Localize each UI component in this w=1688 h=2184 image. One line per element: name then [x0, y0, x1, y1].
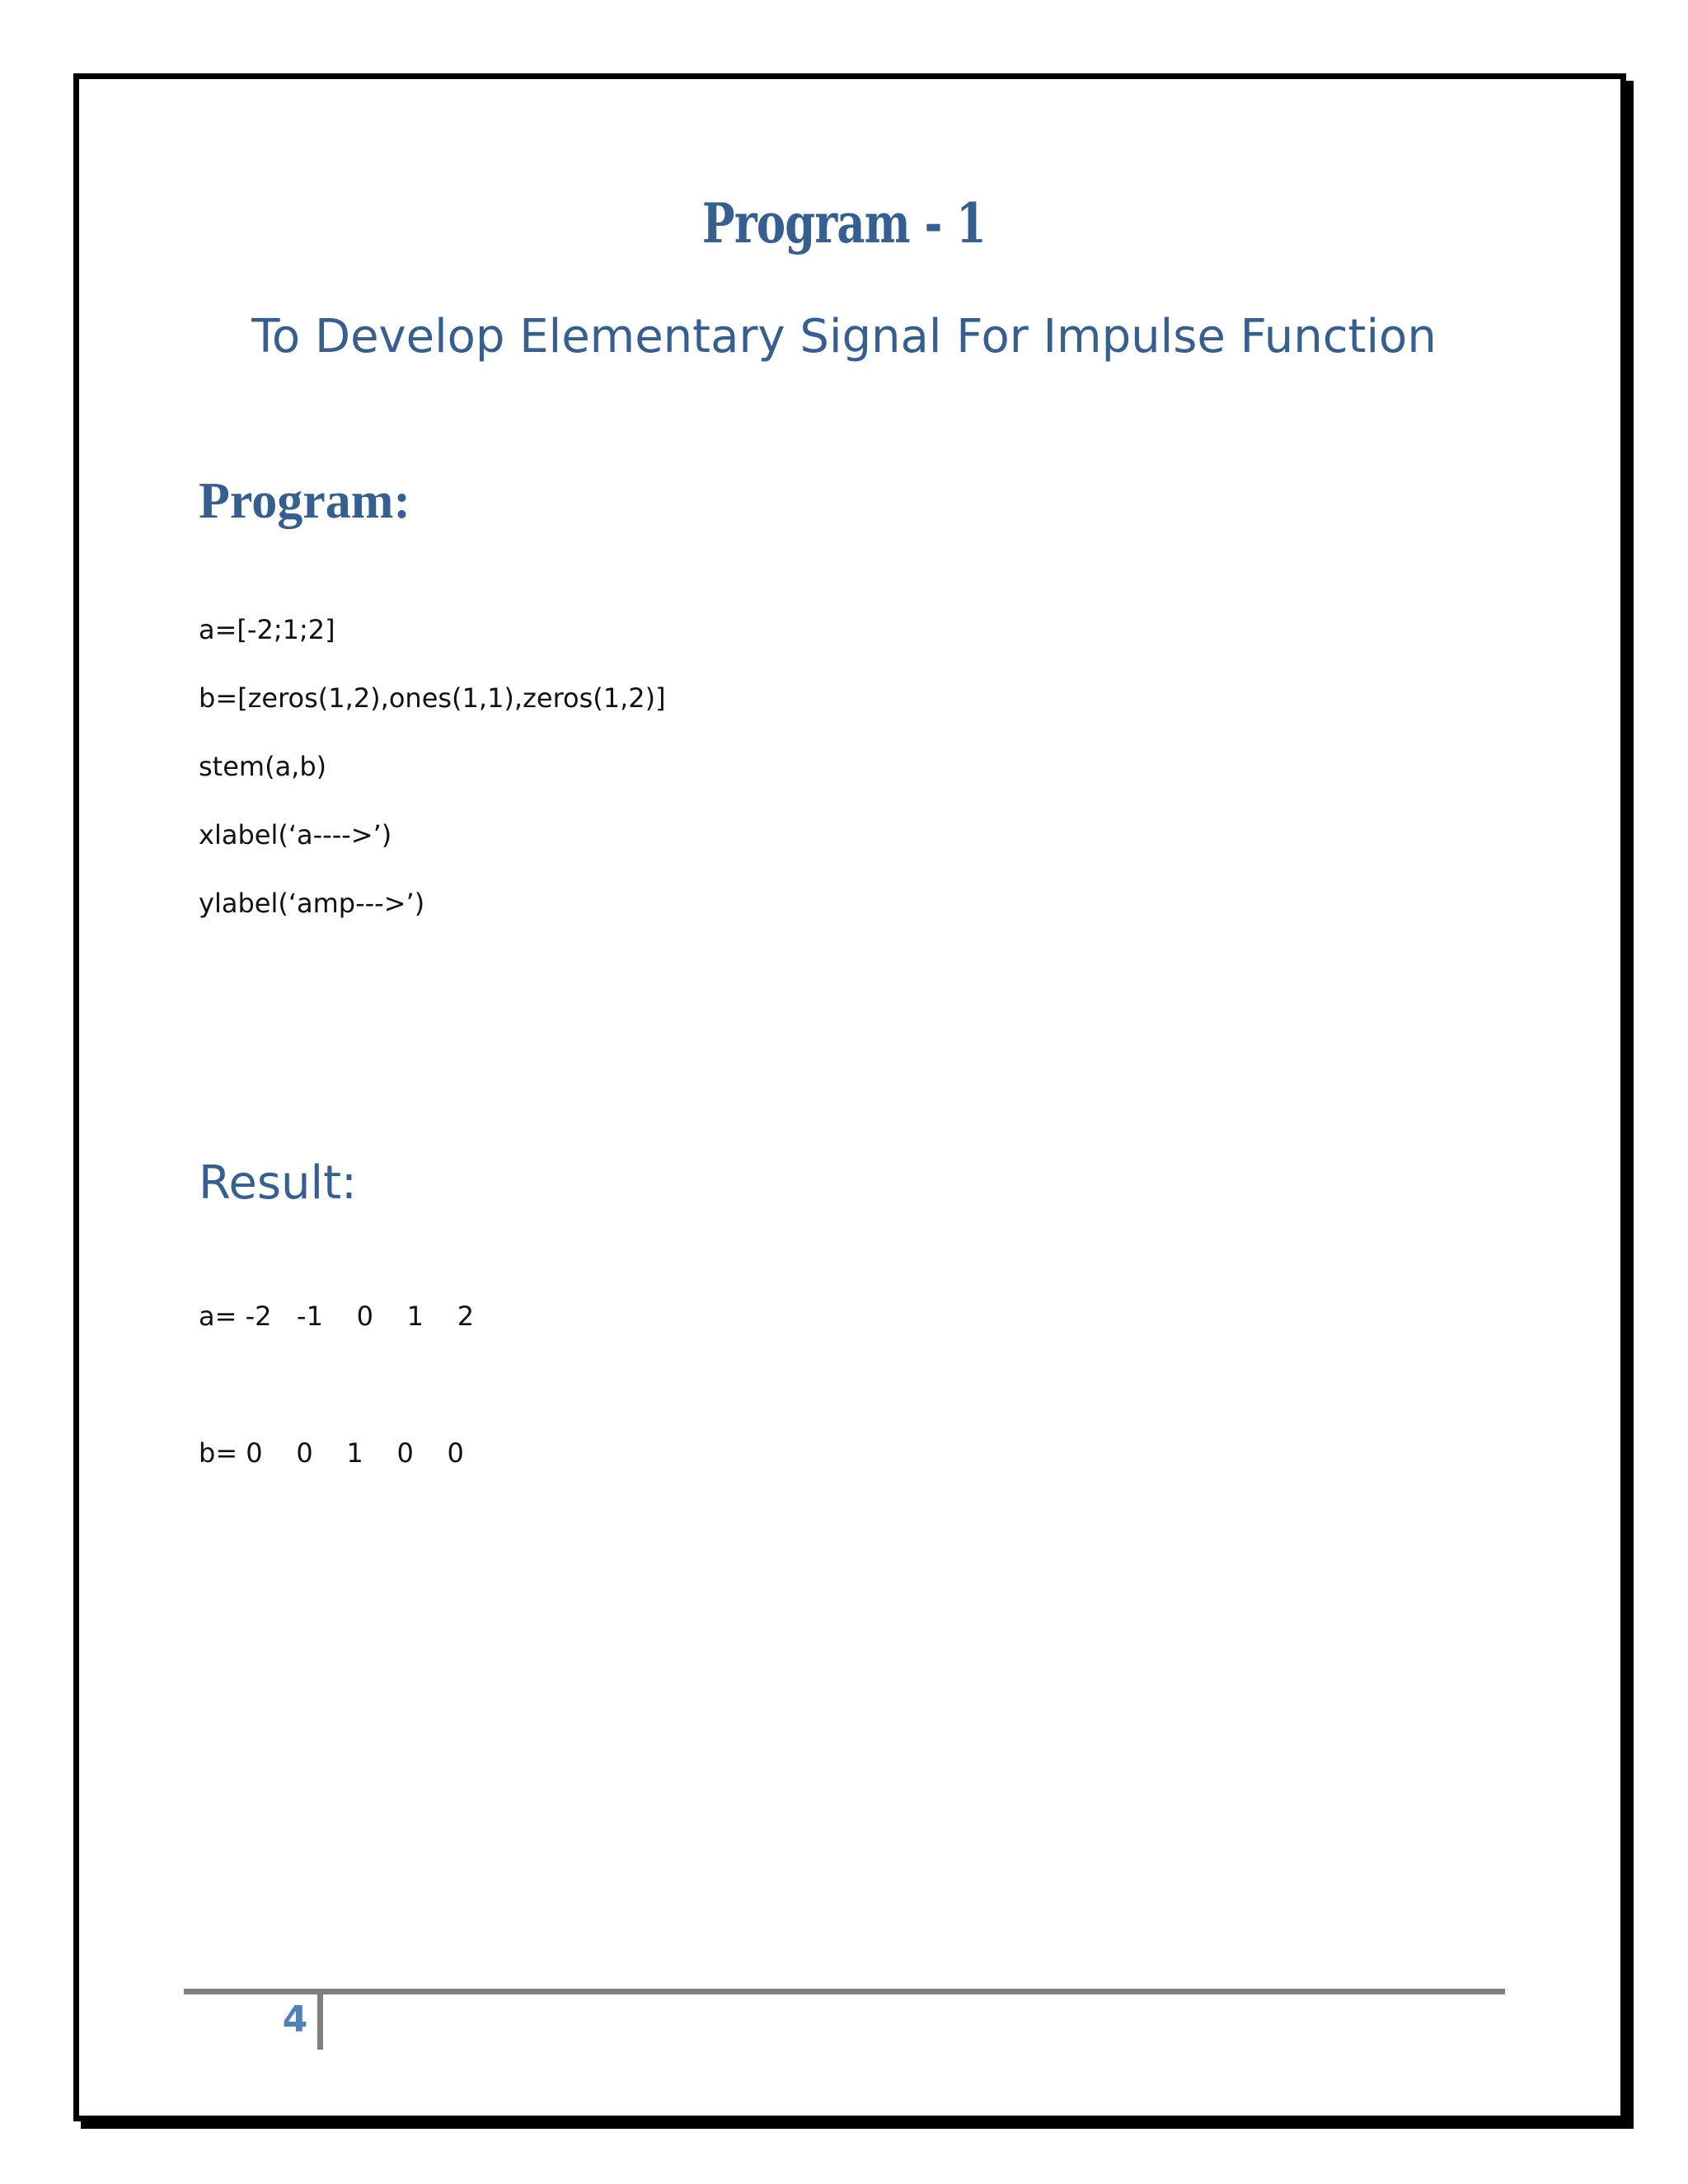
page-number: 4: [282, 1999, 308, 2041]
code-line: ylabel(‘amp--->’): [199, 888, 425, 919]
program-section-heading: Program:: [199, 473, 411, 529]
result-line: a= -2 -1 0 1 2: [199, 1301, 475, 1332]
footer-divider: [317, 1994, 323, 2050]
code-line: a=[-2;1;2]: [199, 614, 335, 645]
page-border: [73, 73, 1626, 2121]
page-title: Program - 1: [701, 191, 987, 255]
page-subtitle: To Develop Elementary Signal For Impulse Function: [251, 310, 1437, 363]
code-line: b=[zeros(1,2),ones(1,1),zeros(1,2)]: [199, 682, 666, 714]
code-line: xlabel(‘a---->’): [199, 819, 392, 851]
code-line: stem(a,b): [199, 751, 327, 782]
result-section-heading: Result:: [199, 1156, 357, 1210]
result-line: b= 0 0 1 0 0: [199, 1437, 464, 1469]
footer-rule: [184, 1989, 1505, 1994]
